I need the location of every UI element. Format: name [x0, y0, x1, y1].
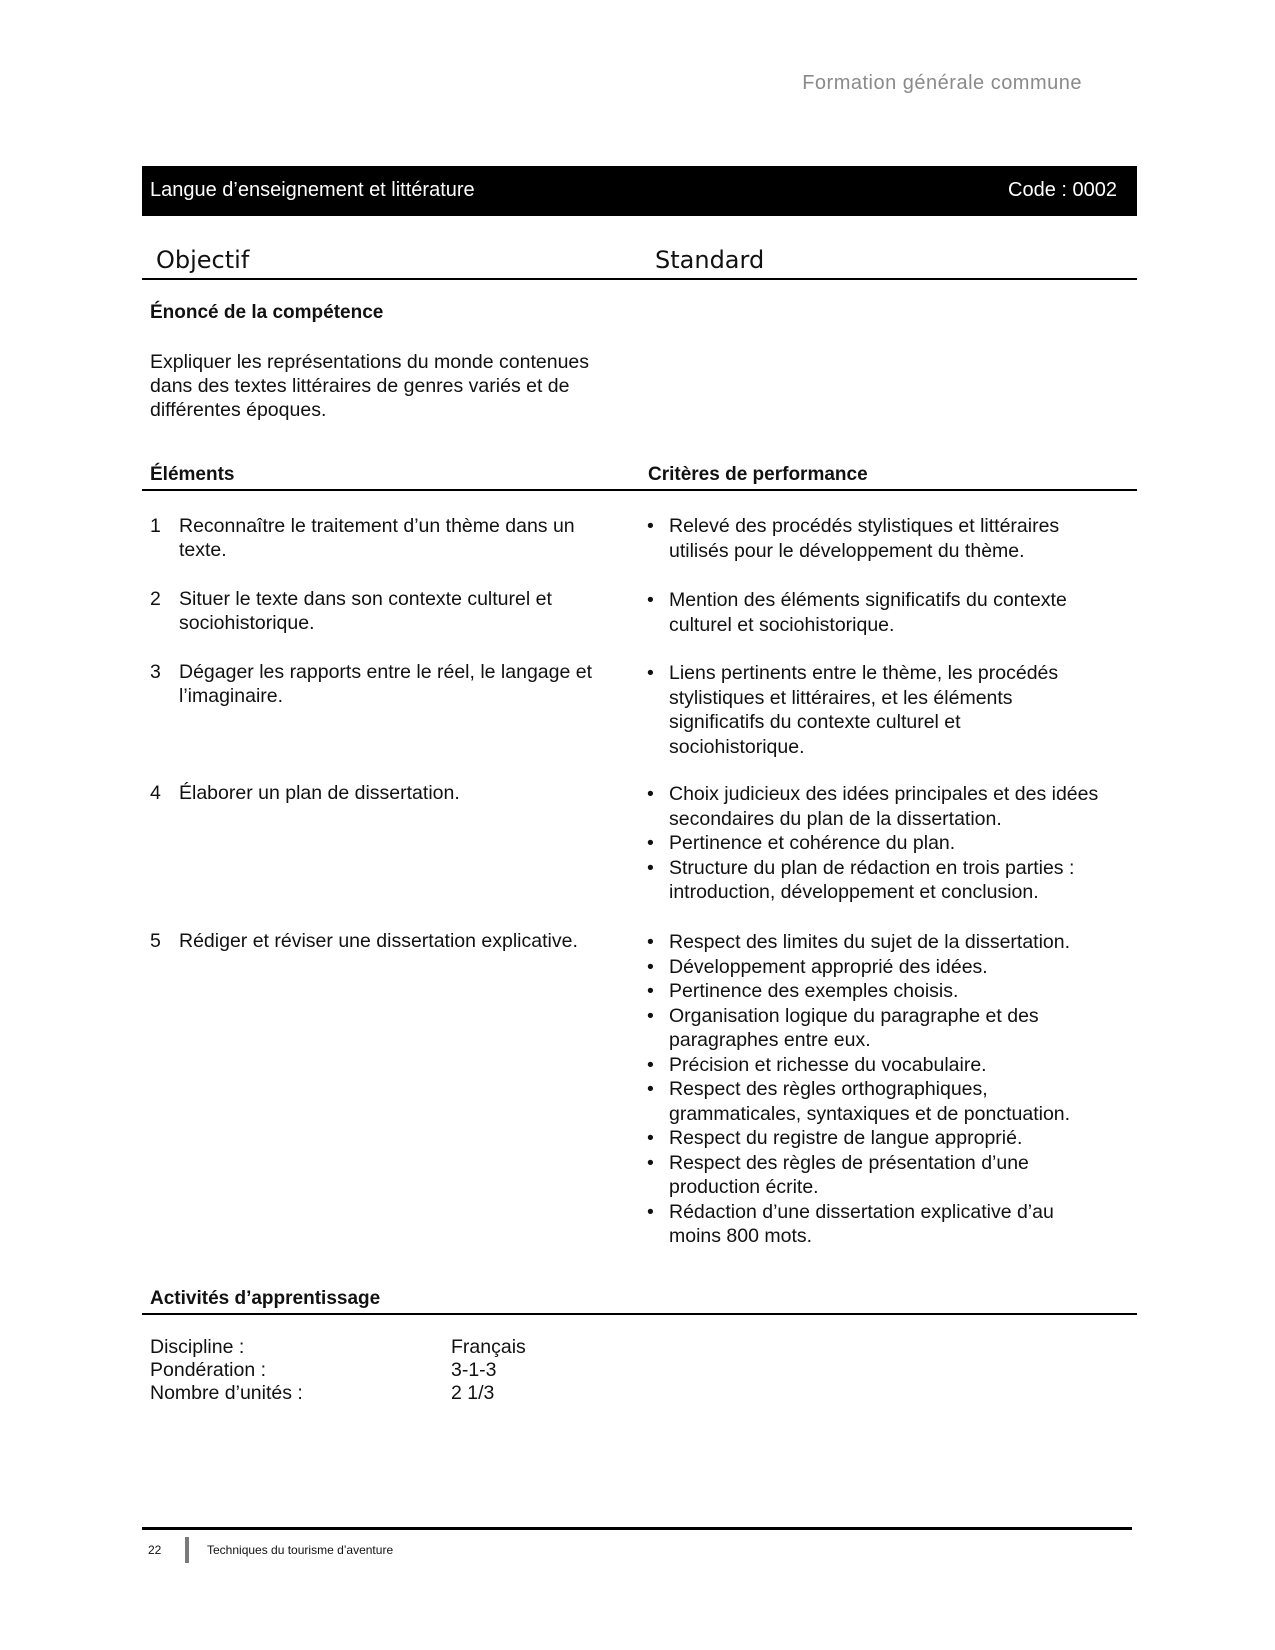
course-title: Langue d’enseignement et littérature	[150, 179, 475, 201]
criterion-line: • Respect des règles orthographiques,	[669, 1078, 988, 1100]
units-value: 2 1/3	[451, 1382, 495, 1404]
element-text	[179, 781, 629, 805]
criterion-item	[645, 588, 1125, 637]
competence-heading: Énoncé de la compétence	[150, 302, 384, 323]
criterion-line: • Mention des éléments significatifs du contexte	[669, 589, 1067, 611]
running-head: Formation générale commune	[802, 72, 1082, 94]
competence-line: dans des textes littéraires de genres variés et de	[150, 375, 570, 397]
criterion-line: • Structure du plan de rédaction en trois parties :	[669, 856, 1075, 879]
criterion-line: • Respect du registre de langue approprié.	[669, 1127, 1023, 1149]
competence-line: différentes époques.	[150, 399, 327, 421]
element-number: 3	[150, 661, 161, 683]
criterion-line: • Développement approprié des idées.	[669, 955, 988, 978]
footer-separator	[185, 1537, 189, 1563]
course-code: Code : 0002	[1008, 179, 1117, 201]
criteria-heading: Critères de performance	[648, 464, 868, 485]
page-number: 22	[148, 1543, 162, 1557]
course-title-bar	[142, 166, 1137, 216]
criterion-line: • Rédaction d’une dissertation explicative d’au	[669, 1200, 1054, 1223]
activities-values	[451, 1336, 526, 1405]
criteria-list	[645, 514, 1125, 563]
criterion-line: grammaticales, syntaxiques et de ponctuation.	[669, 1102, 1071, 1125]
element-number: 5	[150, 930, 161, 952]
criterion-item	[645, 831, 1125, 856]
element-text	[179, 660, 629, 708]
criterion-line: moins 800 mots.	[669, 1225, 813, 1247]
element-line: texte.	[179, 539, 227, 561]
elements-heading: Éléments	[150, 464, 235, 485]
criterion-line: • Choix judicieux des idées principales et des idées	[669, 783, 1099, 805]
element-number: 2	[150, 588, 161, 610]
competence-text	[150, 350, 589, 422]
standard-heading: Standard	[655, 246, 765, 274]
element-line: Rédiger et réviser une dissertation explicative.	[179, 930, 578, 952]
element-line: Élaborer un plan de dissertation.	[179, 782, 460, 804]
elements-divider	[142, 489, 1137, 491]
criterion-item	[645, 856, 1125, 905]
criteria-list	[645, 930, 1125, 1249]
footer-program-title: Techniques du tourisme d’aventure	[207, 1543, 394, 1557]
criterion-line: stylistiques et littéraires, et les éléments	[669, 686, 1013, 709]
criterion-line: • Respect des limites du sujet de la dissertation.	[669, 931, 1071, 953]
criterion-line: • Précision et richesse du vocabulaire.	[669, 1053, 987, 1076]
element-text	[179, 929, 629, 953]
element-line: l’imaginaire.	[179, 685, 284, 707]
element-line: Reconnaître le traitement d’un thème dans un	[179, 515, 575, 537]
competence-line: Expliquer les représentations du monde contenues	[150, 351, 590, 373]
element-number: 4	[150, 782, 161, 804]
criterion-line: • Relevé des procédés stylistiques et littéraires	[669, 515, 1060, 537]
element-line: Situer le texte dans son contexte culturel et	[179, 588, 552, 610]
ponderation-label: Pondération :	[150, 1359, 267, 1381]
criterion-line: introduction, développement et conclusion.	[669, 881, 1039, 903]
criterion-item	[645, 1053, 1125, 1078]
criterion-item	[645, 1151, 1125, 1200]
criterion-line: significatifs du contexte culturel et	[669, 711, 961, 733]
criterion-item	[645, 1077, 1125, 1126]
criterion-item	[645, 661, 1125, 759]
element-number: 1	[150, 515, 161, 537]
criterion-item	[645, 514, 1125, 563]
header-divider	[142, 278, 1137, 280]
activities-divider	[142, 1313, 1137, 1315]
criterion-line: secondaires du plan de la dissertation.	[669, 807, 1002, 830]
criterion-item	[645, 1200, 1125, 1249]
criterion-item	[645, 1126, 1125, 1151]
criterion-line: • Organisation logique du paragraphe et des	[669, 1004, 1039, 1027]
criterion-line: utilisés pour le développement du thème.	[669, 539, 1025, 562]
criterion-line: • Pertinence des exemples choisis.	[669, 980, 959, 1002]
units-label: Nombre d’unités :	[150, 1382, 303, 1404]
objectif-heading: Objectif	[156, 246, 250, 274]
discipline-label: Discipline :	[150, 1336, 245, 1358]
activities-heading: Activités d’apprentissage	[150, 1288, 381, 1309]
element-line: Dégager les rapports entre le réel, le langage et	[179, 661, 593, 683]
criteria-list	[645, 782, 1125, 905]
element-line: sociohistorique.	[179, 612, 315, 634]
criterion-line: • Liens pertinents entre le thème, les procédés	[669, 662, 1059, 684]
criterion-item	[645, 782, 1125, 831]
criterion-line: • Pertinence et cohérence du plan.	[669, 832, 956, 854]
criterion-item	[645, 930, 1125, 955]
ponderation-value: 3-1-3	[451, 1359, 497, 1381]
criterion-line: culturel et sociohistorique.	[669, 613, 895, 636]
criterion-line: paragraphes entre eux.	[669, 1029, 871, 1051]
criterion-item	[645, 979, 1125, 1004]
criteria-list	[645, 661, 1125, 759]
element-text	[179, 514, 629, 562]
criteria-list	[645, 588, 1125, 637]
criterion-item	[645, 955, 1125, 980]
element-text	[179, 587, 629, 635]
criterion-line: production écrite.	[669, 1176, 819, 1198]
criterion-line: • Respect des règles de présentation d’une	[669, 1151, 1029, 1174]
criterion-item	[645, 1004, 1125, 1053]
footer-rule	[142, 1527, 1132, 1530]
discipline-value: Français	[451, 1336, 526, 1358]
criterion-line: sociohistorique.	[669, 735, 805, 758]
activities-labels	[150, 1336, 303, 1405]
